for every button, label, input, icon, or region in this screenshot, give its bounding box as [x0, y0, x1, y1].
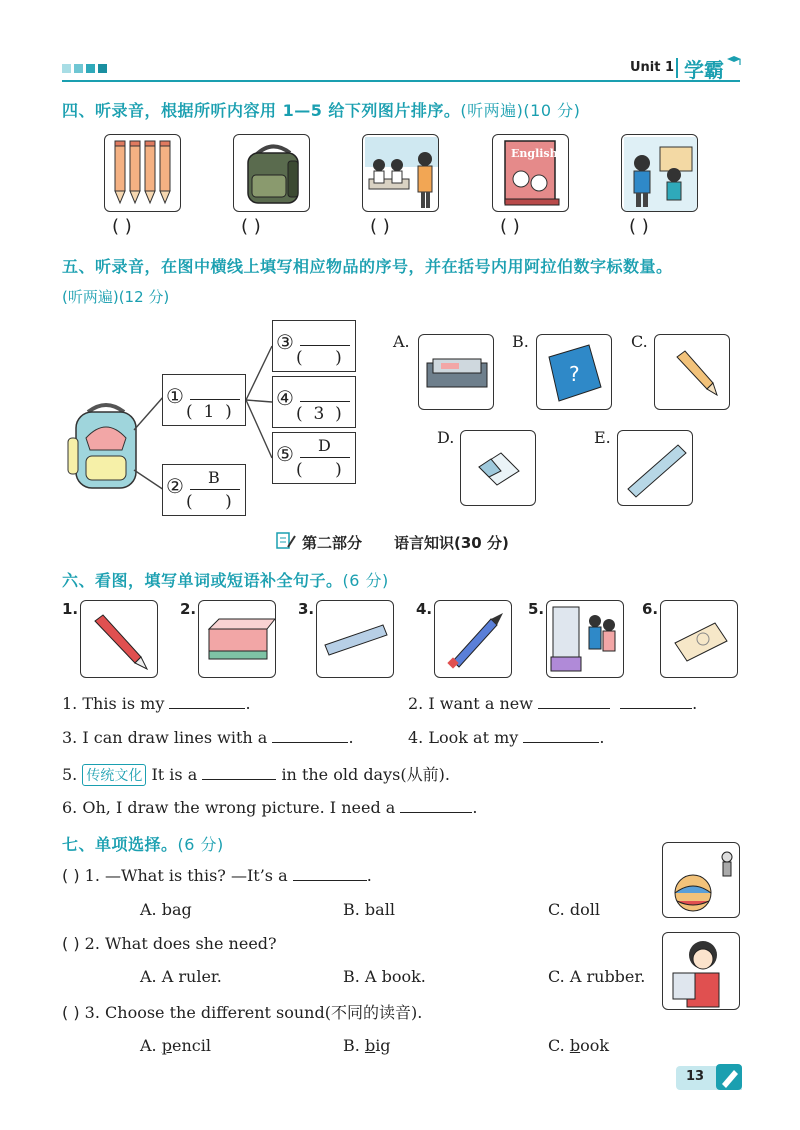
q3-option-c[interactable]: C. book: [548, 1036, 610, 1055]
answer-paren-2[interactable]: ( ): [241, 216, 261, 237]
girl-with-book-picture: [662, 932, 740, 1010]
pic-label-1: 1.: [62, 600, 79, 618]
unit-label: Unit 1: [630, 60, 675, 75]
slot-5-blank[interactable]: [300, 457, 350, 458]
blank-2b[interactable]: [620, 695, 692, 709]
section5-note: (听两遍)(12 分): [62, 288, 170, 306]
eraser-picture: [460, 430, 536, 506]
slot-5-number: ⑤: [276, 442, 294, 466]
item-letter-b: B.: [512, 332, 529, 351]
pic-label-2: 2.: [180, 600, 197, 618]
pen-picture: [80, 600, 158, 678]
pencil-picture: [654, 334, 730, 410]
pencil-note-icon: [276, 532, 296, 550]
answer-paren-4[interactable]: ( ): [500, 216, 520, 237]
slot-4-blank[interactable]: [300, 401, 350, 402]
section5-title: 五、听录音，在图中横线上填写相应物品的序号，并在括号内用阿拉伯数字标数量。: [62, 257, 673, 276]
sentence-5: 5. 传统文化 It is a in the old days(从前).: [62, 765, 450, 784]
q1-option-a[interactable]: A. bag: [140, 900, 192, 919]
item-letter-e: E.: [594, 428, 611, 447]
svg-text:?: ?: [569, 362, 580, 386]
blank-6[interactable]: [400, 799, 472, 813]
pencil-box-picture: [418, 334, 494, 410]
slot-2-letter: B: [208, 468, 220, 487]
q3-paren[interactable]: ( ): [62, 1003, 80, 1022]
pic-label-4: 4.: [416, 600, 433, 618]
q1-line: ( ) 1. —What is this? —It’s a .: [62, 866, 372, 885]
slot-4-number: ④: [276, 386, 294, 410]
sentence-3: 3. I can draw lines with a .: [62, 728, 354, 747]
section4-title: 四、听录音，根据所听内容用 1—5 给下列图片排序。(听两遍)(10 分): [62, 101, 581, 120]
book-cover-text: English: [511, 147, 558, 160]
pencil-picture-2: [434, 600, 512, 678]
q1-blank[interactable]: [293, 867, 367, 881]
eraser-picture-2: [660, 600, 738, 678]
traditional-culture-tag: 传统文化: [82, 764, 146, 786]
answer-paren-5[interactable]: ( ): [629, 216, 649, 237]
q2-paren[interactable]: ( ): [62, 934, 80, 953]
q2-line: ( ) 2. What does she need?: [62, 934, 277, 953]
slot-2-blank[interactable]: [190, 489, 240, 490]
slot-3-blank[interactable]: [300, 345, 350, 346]
sentence-1: 1. This is my .: [62, 694, 251, 713]
book-picture: [536, 334, 612, 410]
page-number: 13: [686, 1069, 705, 1084]
blank-2a[interactable]: [538, 695, 610, 709]
blank-5[interactable]: [202, 766, 276, 780]
q1-paren[interactable]: ( ): [62, 866, 80, 885]
pencil-case-picture: [198, 600, 276, 678]
item-letter-d: D.: [437, 428, 455, 447]
slot-4-count[interactable]: ( 3 ): [296, 404, 342, 424]
q2-option-b[interactable]: B. A book.: [343, 967, 426, 986]
item-letter-c: C.: [631, 332, 648, 351]
slot-3-count[interactable]: ( ): [296, 348, 342, 368]
answer-paren-1[interactable]: ( ): [112, 216, 132, 237]
slot-2-number: ②: [166, 474, 184, 498]
slot-1-count[interactable]: ( 1 ): [186, 402, 232, 422]
blank-3[interactable]: [272, 729, 348, 743]
ball-and-doll-picture: [662, 842, 740, 918]
slot-1-number: ①: [166, 384, 184, 408]
q3-option-b[interactable]: B. big: [343, 1036, 391, 1055]
section7-title: 七、单项选择。(6 分): [62, 835, 224, 854]
pic-label-6: 6.: [642, 600, 659, 618]
blank-1[interactable]: [169, 695, 245, 709]
pencil-icon: [716, 1064, 742, 1090]
section6-title: 六、看图，填写单词或短语补全句子。(6 分): [62, 571, 389, 590]
pic-label-5: 5.: [528, 600, 545, 618]
q2-option-c[interactable]: C. A rubber.: [548, 967, 646, 986]
brand-logo: 学霸: [684, 58, 724, 82]
slot-1-blank[interactable]: [190, 399, 240, 400]
part2-subtitle: 语言知识(30 分): [394, 534, 509, 552]
pic-label-3: 3.: [298, 600, 315, 618]
q3-line: ( ) 3. Choose the different sound(不同的读音).: [62, 1003, 423, 1022]
ruler-picture-2: [316, 600, 394, 678]
sentence-6: 6. Oh, I draw the wrong picture. I need a .: [62, 798, 478, 817]
q2-option-a[interactable]: A. A ruler.: [140, 967, 222, 986]
kids-display-picture: [546, 600, 624, 678]
q1-option-c[interactable]: C. doll: [548, 900, 600, 919]
sentence-4: 4. Look at my .: [408, 728, 605, 747]
q3-option-a[interactable]: A. pencil: [140, 1036, 211, 1055]
sentence-2: 2. I want a new .: [408, 694, 698, 713]
slot-5-letter: D: [318, 436, 331, 455]
slot-2-count[interactable]: ( ): [186, 492, 232, 512]
answer-paren-3[interactable]: ( ): [370, 216, 390, 237]
blank-4[interactable]: [523, 729, 599, 743]
q1-option-b[interactable]: B. ball: [343, 900, 395, 919]
item-letter-a: A.: [393, 332, 410, 351]
ruler-picture: [617, 430, 693, 506]
slot-5-count[interactable]: ( ): [296, 460, 342, 480]
part2-title: 第二部分: [302, 534, 363, 552]
slot-3-number: ③: [276, 330, 294, 354]
